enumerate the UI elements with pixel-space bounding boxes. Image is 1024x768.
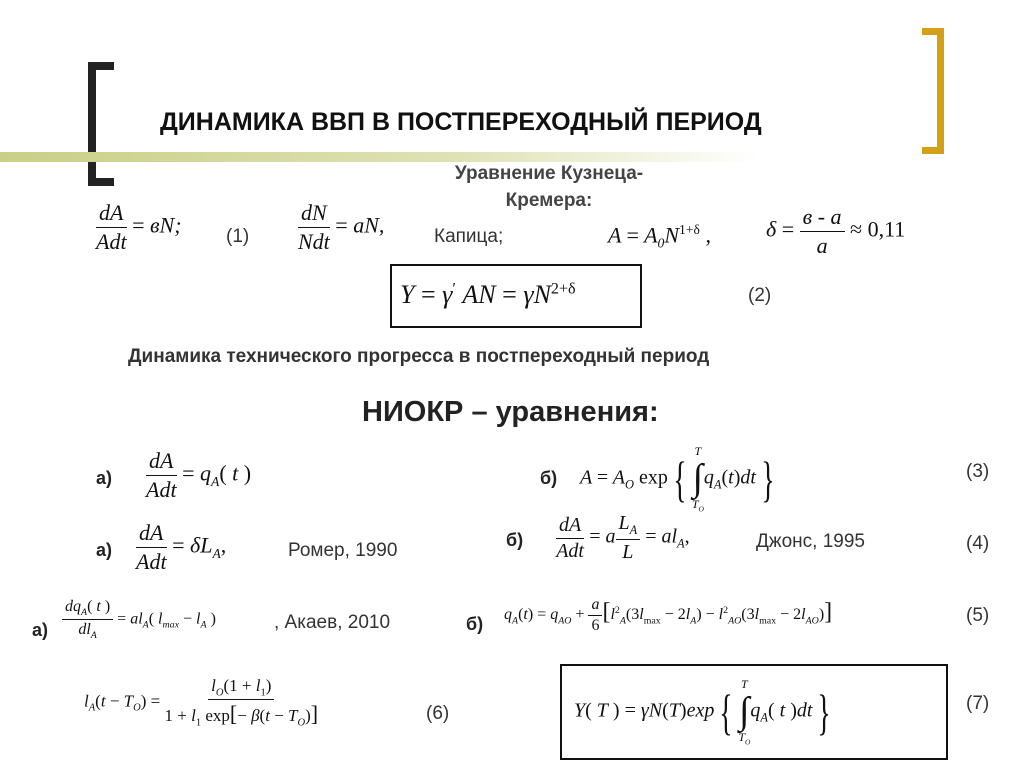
- right-bracket: [922, 28, 944, 154]
- marker-4b: б): [506, 530, 524, 550]
- romer-label: Ромер, 1990: [288, 540, 398, 561]
- equation-7: Y( T ) = γN(T)exp { T ∫ $T_O$ $q_A$( t )dt }: [560, 664, 948, 760]
- marker-4a: а): [96, 540, 113, 560]
- equation-2: Y = γ′ AN = $\gamma N^{2+\delta}$: [390, 264, 642, 328]
- equation-3a: $\frac{dA}{\text{Adt}}$ = $q_A$( t ): [146, 448, 252, 502]
- section-heading: Динамика технического прогресса в постпереходный период: [128, 346, 710, 367]
- equation-4a: $\frac{dA}{\text{Adt}}$ = $\delta L_A$,: [136, 520, 227, 574]
- subtitle-line-2: Кремера:: [505, 190, 593, 211]
- equation-3-number: (3): [966, 461, 990, 482]
- equation-3b: $A = A_O$ exp { T ∫ $T_O$ $q_A(t)dt$ }: [580, 444, 775, 514]
- subtitle: [404, 160, 694, 214]
- subtitle-line-1: Уравнение Кузнеца-: [454, 163, 644, 184]
- power-law-equation: $A = A_0N^{1+\delta}$ ,: [608, 222, 711, 251]
- equation-4b: $\frac{dA}{\text{Adt}}$ = a $\frac{L_A}{L}$ = $al_A$,: [556, 512, 690, 563]
- equation-5b: $q_A(t) = q_{AO}$ + $\frac{a}{6}$ $[l^2_A(3l_{max} - 2l_A) - l^2_{AO}(3l_{max} - 2l_{AO})]$: [504, 596, 833, 634]
- equation-2-number: (2): [748, 285, 772, 306]
- equation-7-number: (7): [966, 693, 990, 714]
- rnd-heading: НИОКР – уравнения:: [362, 396, 659, 428]
- delta-value: ≈ 0,11: [850, 216, 906, 242]
- marker-3a: а): [96, 468, 113, 488]
- kapitsa-equation: $\frac{dN}{\text{Ndt}}$ = aN,: [298, 200, 385, 254]
- page-title: ДИНАМИКА ВВП В ПОСТПЕРЕХОДНЫЙ ПЕРИОД: [160, 108, 762, 136]
- akaev-label: , Акаев, 2010: [274, 612, 391, 633]
- equation-5a: $\frac{dq_A( t )}{dl_A}$ = $al_A$( $l_{max} - l_A$ ): [62, 598, 216, 641]
- marker-5b: б): [466, 614, 484, 634]
- jones-label: Джонс, 1995: [756, 531, 865, 552]
- equation-4-number: (4): [966, 533, 990, 554]
- marker-5a: а): [32, 620, 49, 640]
- equation-6: $l_A(t - T_O)$ = $\frac{l_O(1 + l_1)}{1 + l_1 \exp[- \beta(t - T_O)]}$: [84, 676, 319, 729]
- equation-1-number: (1): [226, 226, 250, 247]
- marker-3b: б): [540, 468, 558, 488]
- equation-5-number: (5): [966, 605, 990, 626]
- equation-6-number: (6): [426, 703, 450, 724]
- delta-equation: δ = $\frac{в - a}{a}$ ≈ 0,11: [766, 204, 906, 258]
- equation-1: $\frac{dA}{\text{Adt}}$ = вN;: [96, 200, 182, 254]
- left-bracket: [88, 62, 114, 186]
- kapitsa-label: Капица;: [434, 226, 504, 247]
